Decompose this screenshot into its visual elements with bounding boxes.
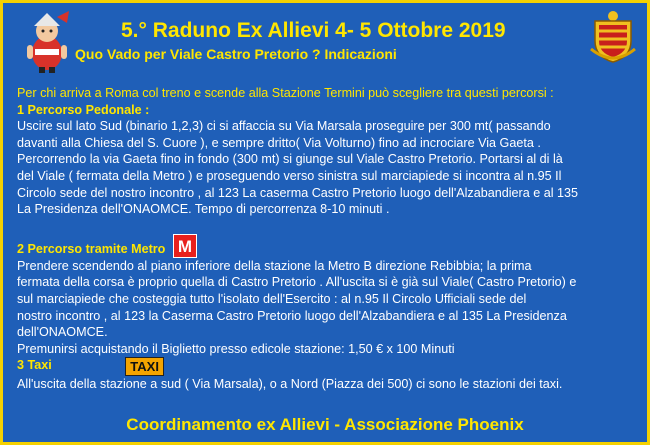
footer-credit: Coordinamento ex Allievi - Associazione Phoenix: [126, 415, 524, 434]
mascot-illustration: [17, 9, 75, 73]
text-line: La Presidenza dell'ONAOMCE. Tempo di percorrenza 8-10 minuti .: [17, 202, 390, 217]
page-title: 5.° Raduno Ex Allievi 4- 5 Ottobre 2019: [121, 19, 506, 42]
text-line: Prendere scendendo al piano inferiore della stazione la Metro B direzione Rebibbia; la prima: [17, 258, 532, 273]
text-line: All'uscita della stazione a sud ( Via Marsala), o a Nord (Piazza dei 500) ci sono le stazioni dei taxi.: [17, 377, 563, 392]
text-line: fermata della corsa è proprio quella di Castro Pretorio . All'uscita si è già sul Viale( Castro Pretorio) e: [17, 275, 577, 290]
metro-logo-letter: M: [177, 236, 192, 256]
page-subtitle: Quo Vado per Viale Castro Pretorio ? Indicazioni: [75, 46, 397, 62]
text-line: dell'ONAOMCE.: [17, 325, 108, 340]
intro-text: Per chi arriva a Roma col treno e scende alla Stazione Termini può scegliere tra questi percorsi :: [17, 86, 554, 100]
text-line: del Viale ( fermata della Metro ) e proseguendo verso sinistra sul marciapiede si incontra al n.95 Il: [17, 168, 562, 183]
directions-text: [17, 85, 643, 393]
section-heading-metro: [17, 234, 643, 258]
text-line: nostro incontro , al 123 la Caserma Castro Pretorio luogo dell'Alzabandiera e al 135 La Presidenza: [17, 308, 567, 323]
text-line: davanti alla Chiesa del S. Cuore ), e sempre dritto( Via Volturno) fino ad incrociare Via Gaeta .: [17, 135, 541, 150]
text-line: Premunirsi acquistando il Biglietto presso edicole stazione: 1,50 € x 100 Minuti: [17, 341, 455, 356]
metro-logo-icon: [173, 234, 197, 258]
crest-emblem: [589, 9, 637, 63]
section-heading-taxi: [17, 357, 643, 376]
text-line: Uscire sul lato Sud (binario 1,2,3) ci si affaccia su Via Marsala proseguire per 300 mt( passando: [17, 119, 551, 134]
taxi-sign-icon: TAXI: [125, 357, 164, 376]
text-line: sul marciapiede che costeggia tutto l'isolato dell'Esercito : al n.95 Il Circolo Ufficiali sede del: [17, 291, 527, 306]
text-line: Percorrendo la via Gaeta fino in fondo (300 mt) si giunge sul Viale Castro Pretorio. Portarsi al di là: [17, 152, 563, 167]
section-heading-metro-label: 2 Percorso tramite Metro: [17, 241, 166, 256]
section-heading-pedestrian: 1 Percorso Pedonale :: [17, 102, 150, 117]
section-heading-taxi-label: 3 Taxi: [17, 358, 52, 373]
text-line: Circolo sede del nostro incontro , al 123 La caserma Castro Pretorio luogo dell'Alzabandiera e al 135: [17, 185, 579, 200]
